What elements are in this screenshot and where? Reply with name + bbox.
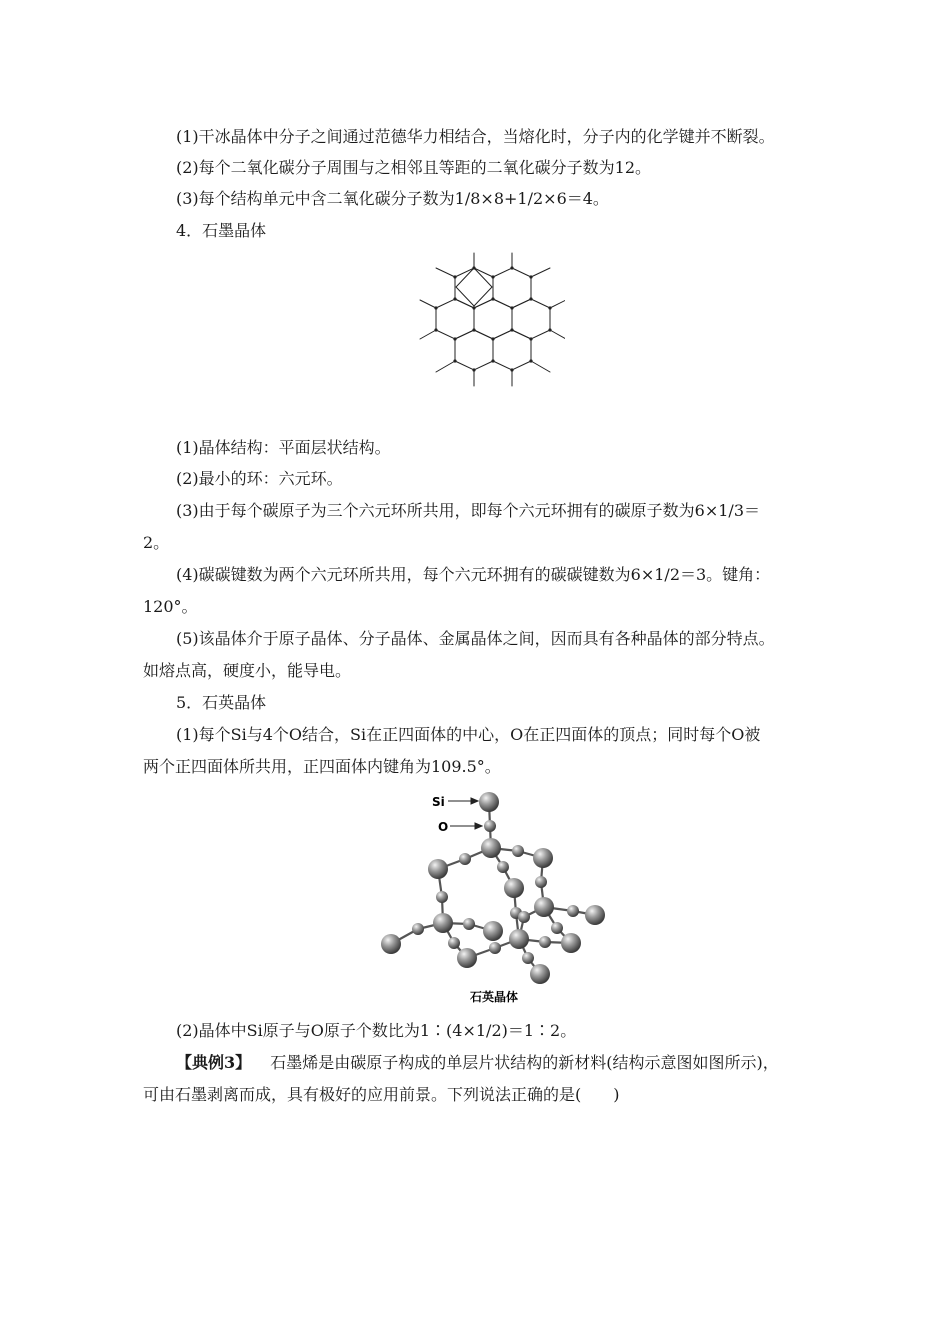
- quartz-caption: 石英晶体: [470, 990, 519, 1004]
- dry-ice-point-1: (1)干冰晶体中分子之间通过范德华力相结合，当熔化时，分子内的化学键并不断裂。: [176, 127, 775, 146]
- example-3-text: 石墨烯是由碳原子构成的单层片状结构的新材料(结构示意图如图所示)，: [270, 1053, 779, 1072]
- graphite-heading: 4．石墨晶体: [176, 221, 267, 240]
- graphite-point-5-cont: 如熔点高，硬度小，能导电。: [143, 661, 352, 680]
- graphite-point-5: (5)该晶体介于原子晶体、分子晶体、金属晶体之间，因而具有各种晶体的部分特点。: [176, 629, 775, 648]
- dry-ice-point-3: (3)每个结构单元中含二氧化碳分子数为1/8×8+1/2×6＝4。: [176, 189, 609, 208]
- o-label: O: [438, 820, 449, 834]
- quartz-structure-figure: [375, 785, 615, 1010]
- example-3-line-2: 可由石墨剥离而成，具有极好的应用前景。下列说法正确的是( ): [143, 1085, 620, 1104]
- graphite-point-4-cont: 120°。: [143, 597, 198, 616]
- quartz-point-2: (2)晶体中Si原子与O原子个数比为1∶(4×1/2)＝1∶2。: [176, 1021, 577, 1040]
- graphite-point-1: (1)晶体结构：平面层状结构。: [176, 438, 391, 457]
- dry-ice-point-2: (2)每个二氧化碳分子周围与之相邻且等距的二氧化碳分子数为12。: [176, 158, 652, 177]
- si-label: Si: [432, 795, 445, 809]
- graphite-structure-figure: [415, 250, 565, 400]
- graphite-point-3-cont: 2。: [143, 533, 170, 552]
- quartz-heading: 5．石英晶体: [176, 693, 267, 712]
- quartz-point-1: (1)每个Si与4个O结合，Si在正四面体的中心，O在正四面体的顶点；同时每个O被: [176, 725, 761, 744]
- example-3-line-1: [176, 1052, 779, 1074]
- graphite-point-4: (4)碳碳键数为两个六元环所共用，每个六元环拥有的碳碳键数为6×1/2＝3。键角：: [176, 565, 771, 584]
- graphite-point-3: (3)由于每个碳原子为三个六元环所共用，即每个六元环拥有的碳原子数为6×1/3＝: [176, 501, 761, 520]
- graphite-point-2: (2)最小的环：六元环。: [176, 469, 343, 488]
- example-3-tag: 【典例3】: [176, 1053, 252, 1072]
- quartz-point-1-cont: 两个正四面体所共用，正四面体内键角为109.5°。: [143, 757, 501, 776]
